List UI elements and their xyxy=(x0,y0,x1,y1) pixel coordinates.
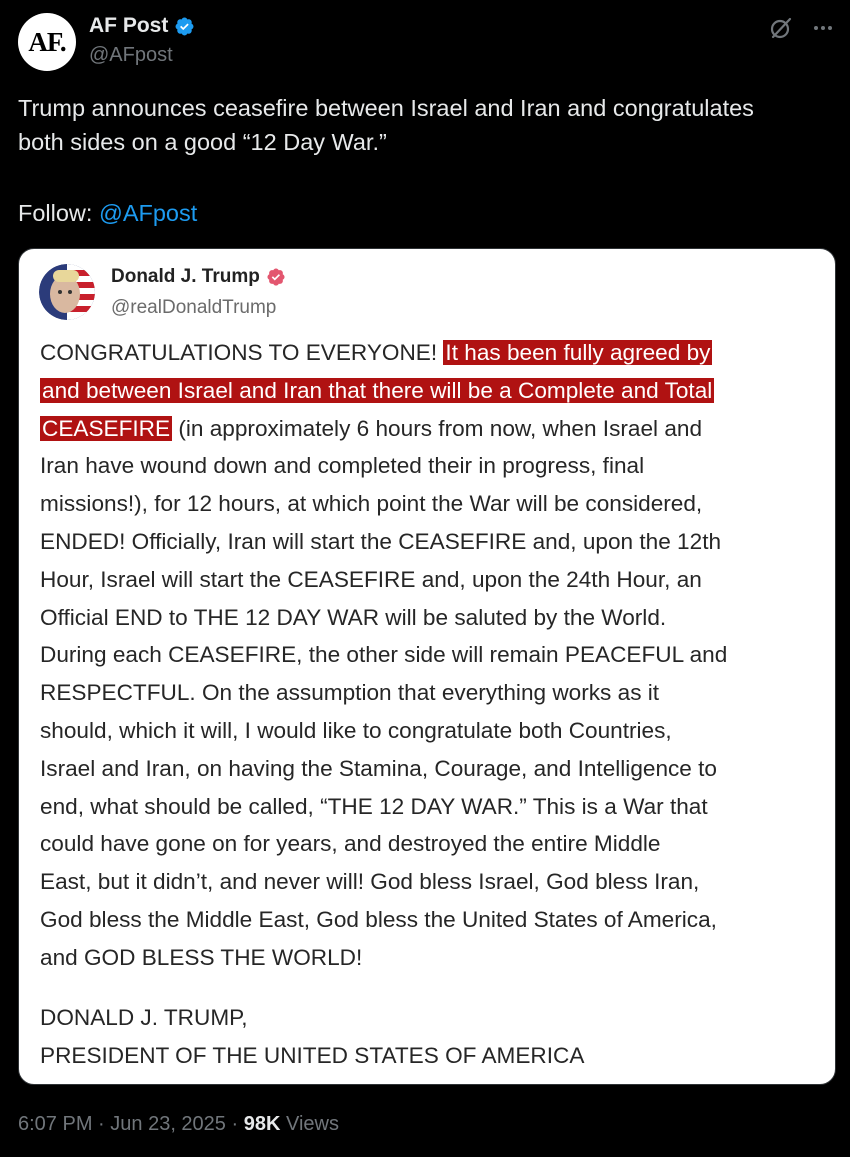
separator-dot: · xyxy=(231,1113,244,1135)
embedded-display-name: Donald J. Trump xyxy=(111,266,260,287)
post-time[interactable]: 6:07 PM xyxy=(18,1113,93,1135)
follow-line xyxy=(18,196,197,230)
tweet-text xyxy=(18,91,828,159)
text-segment: ENDED! Officially, Iran will start the CEASEFIRE and, upon the 12th xyxy=(40,528,722,554)
text-segment: Hour, Israel will start the CEASEFIRE and, upon the 24th Hour, an xyxy=(40,566,702,592)
embedded-text-line xyxy=(40,825,830,863)
mention-link[interactable]: @AFpost xyxy=(98,200,198,226)
text-segment: and GOD BLESS THE WORLD! xyxy=(40,944,363,970)
embedded-text-line xyxy=(40,939,830,977)
text-segment: Israel and Iran, on having the Stamina, Courage, and Intelligence to xyxy=(40,755,717,781)
text-segment: could have gone on for years, and destroyed the entire Middle xyxy=(40,831,661,857)
verified-badge-icon xyxy=(174,16,195,37)
embedded-author-avatar xyxy=(39,264,95,320)
embedded-text-line xyxy=(40,636,830,674)
author-handle[interactable]: @AFpost xyxy=(89,44,173,66)
highlighted-text: and between Israel and Iran that there will be a Complete and Total xyxy=(42,377,713,403)
embedded-text-line xyxy=(40,674,830,712)
follow-label: Follow: xyxy=(18,200,99,226)
embedded-handle: @realDonaldTrump xyxy=(111,297,277,318)
tweet-text-line: Trump announces ceasefire between Israel and Iran and congratulates xyxy=(18,95,754,121)
views-count: 98K xyxy=(243,1113,281,1135)
text-segment: RESPECTFUL. On the assumption that everything works as it xyxy=(40,680,660,706)
embedded-text-line xyxy=(40,561,830,599)
embedded-text-line xyxy=(40,750,830,788)
text-segment: Iran have wound down and completed their in progress, final xyxy=(40,453,645,479)
text-segment: East, but it didn’t, and never will! God bless Israel, God bless Iran, xyxy=(40,869,700,895)
text-segment: (in approximately 6 hours from now, when Israel and xyxy=(172,415,703,441)
text-segment: Official END to THE 12 DAY WAR will be saluted by the World. xyxy=(40,604,667,630)
embedded-text-line xyxy=(40,712,830,750)
author-display-name[interactable]: AF Post xyxy=(89,14,169,37)
tweet-text-line: both sides on a good “12 Day War.” xyxy=(18,129,387,155)
embedded-text-line xyxy=(40,863,830,901)
text-segment: During each CEASEFIRE, the other side will remain PEACEFUL and xyxy=(40,642,728,668)
author-avatar[interactable] xyxy=(18,13,76,71)
views-label: Views xyxy=(285,1113,339,1135)
embedded-text-line xyxy=(40,447,830,485)
separator-dot: · xyxy=(98,1113,111,1135)
highlighted-text: It has been fully agreed by xyxy=(445,340,711,365)
embedded-name-row xyxy=(111,266,286,288)
embedded-signature xyxy=(40,999,584,1075)
embedded-post-image[interactable] xyxy=(18,248,836,1085)
signature-line: PRESIDENT OF THE UNITED STATES OF AMERICA xyxy=(40,1042,585,1068)
embedded-text-line xyxy=(40,372,830,410)
avatar-logo-text: AF. xyxy=(28,26,66,57)
text-segment: God bless the Middle East, God bless the United States of America, xyxy=(40,906,717,932)
text-segment: missions!), for 12 hours, at which point the War will be considered, xyxy=(40,491,703,517)
post-date[interactable]: Jun 23, 2025 xyxy=(110,1113,226,1135)
card-verified-badge-icon xyxy=(266,267,286,287)
grok-icon[interactable] xyxy=(768,15,794,41)
embedded-post-text xyxy=(40,334,830,977)
author-name-row xyxy=(89,14,195,38)
text-segment: CONGRATULATIONS TO EVERYONE! xyxy=(40,340,444,365)
post-metadata xyxy=(18,1113,339,1136)
text-segment: should, which it will, I would like to congratulate both Countries, xyxy=(40,717,672,743)
text-segment: end, what should be called, “THE 12 DAY WAR.” This is a War that xyxy=(40,793,708,819)
embedded-text-line xyxy=(40,788,830,826)
embedded-text-line xyxy=(40,599,830,637)
embedded-text-line xyxy=(40,334,830,372)
embedded-text-line xyxy=(40,485,830,523)
embedded-text-line xyxy=(40,410,830,448)
embedded-text-line xyxy=(40,523,830,561)
signature-line: DONALD J. TRUMP, xyxy=(40,1005,248,1030)
more-options-icon[interactable] xyxy=(810,16,836,40)
embedded-text-line xyxy=(40,901,830,939)
highlighted-text: CEASEFIRE xyxy=(42,415,171,441)
